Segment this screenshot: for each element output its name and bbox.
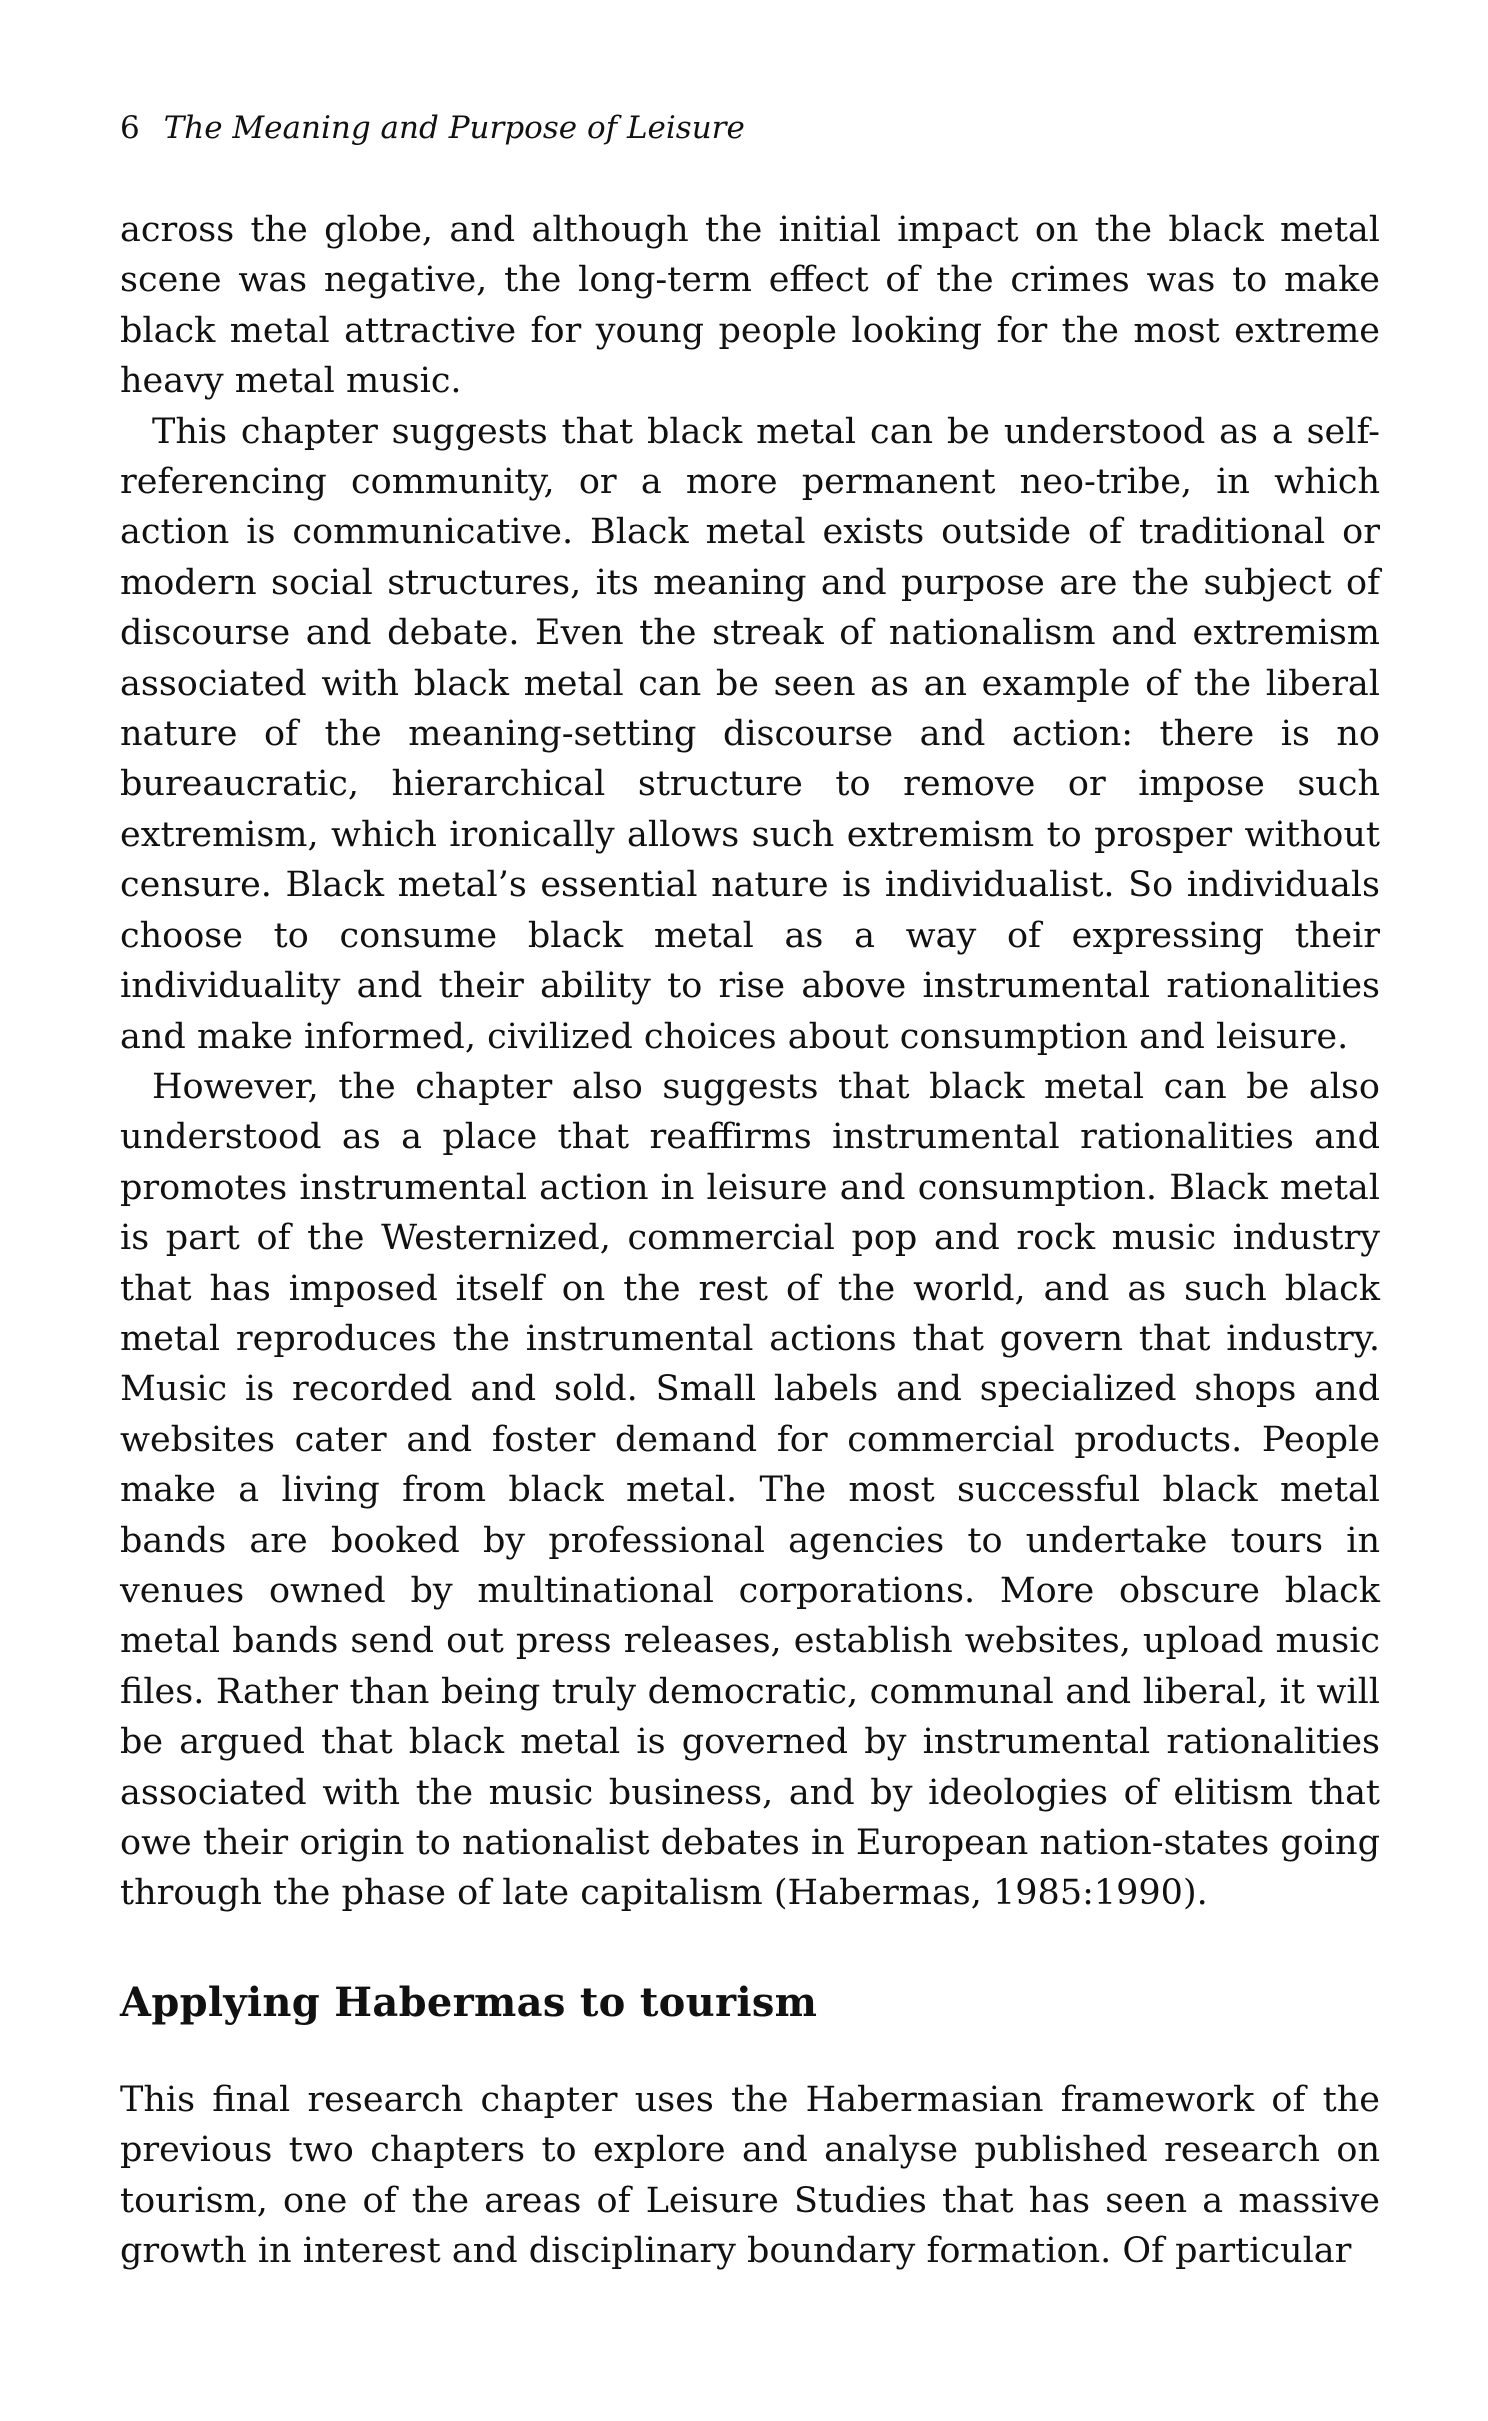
body-text <box>120 205 1380 2276</box>
section-heading: Applying Habermas to tourism <box>120 1978 818 2026</box>
running-head-title: The Meaning and Purpose of Leisure <box>163 110 745 146</box>
running-head <box>120 108 745 148</box>
paragraph-tourism-research: This final research chapter uses the Habermasian framework of the previous two chapters to explore and analyse published research on tourism, one of the areas of Leisure Studies that has seen a massive growth in interest and disciplinary boundary formation. Of particular <box>120 2079 1380 2272</box>
paragraph-continued: across the globe, and although the initial impact on the black metal scene was negative, the long-term effect of the crimes was to make black metal attractive for young people looking for the most extreme heavy metal music. <box>120 210 1380 402</box>
page-number: 6 <box>120 110 140 146</box>
paragraph-instrumental-rationalities: However, the chapter also suggests that black metal can be also understood as a place that reaffirms instrumental rationalities and promotes instrumental action in leisure and consumption. Black metal is part of the Westernized, commercial pop and rock music industry that has imposed itself on the rest of the world, and as such black metal reproduces the instrumental actions that govern that industry. Music is recorded and sold. Small labels and specialized shops and websites cater and foster demand for commercial products. People make a living from black metal. The most successful black metal bands are booked by professional agencies to undertake tours in venues owned by multinational corporations. More obscure black metal bands send out press releases, establish websites, upload music files. Rather than being truly democratic, communal and liberal, it will be argued that black metal is governed by instrumental rationalities associated with the music business, and by ideologies of elitism that owe their origin to nationalist debates in European nation-states going through the phase of late capitalism (Habermas, 1985:1990). <box>120 1066 1380 1914</box>
paragraph-self-referencing-community: This chapter suggests that black metal can be understood as a self-referencing community, or a more permanent neo-tribe, in which action is communicative. Black metal exists outside of traditional or modern social structures, its meaning and purpose are the subject of discourse and debate. Even the streak of nationalism and extremism associated with black metal can be seen as an example of the liberal nature of the meaning-setting discourse and action: there is no bureaucratic, hierarchical structure to remove or impose such extremism, which ironically allows such extremism to prosper without censure. Black metal’s essential nature is individualist. So individuals choose to consume black metal as a way of expressing their individuality and their ability to rise above instrumental rationalities and make informed, civilized choices about consumption and leisure. <box>120 411 1380 1057</box>
